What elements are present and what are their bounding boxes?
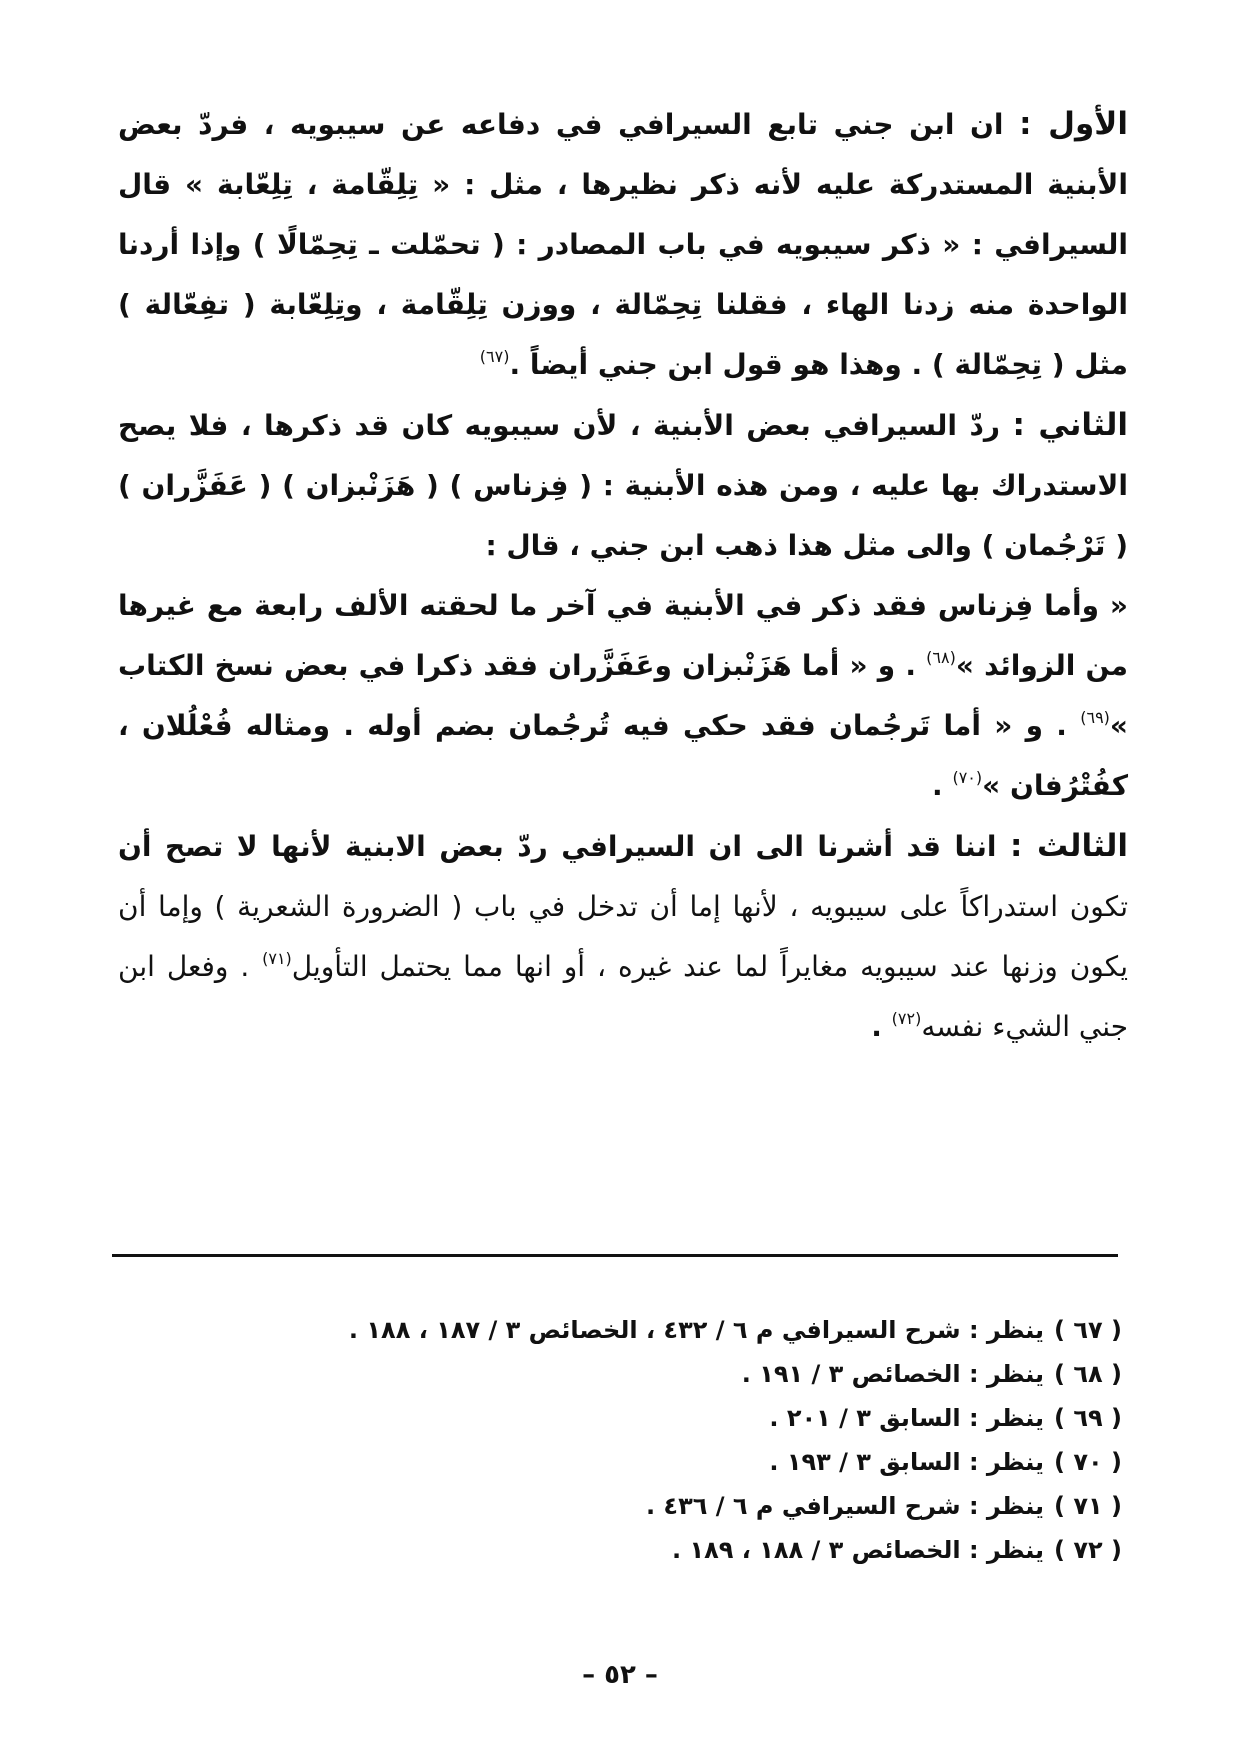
footnote-ref: (٧٠) xyxy=(952,768,983,787)
footnote-number: ( ٦٩ ) xyxy=(1054,1404,1122,1432)
main-text xyxy=(118,94,1128,1057)
footnote-item xyxy=(118,1528,1122,1572)
footnote-text: ينظر : السابق ٣ / ٢٠١ . xyxy=(769,1404,1045,1432)
paragraph-lead: الثالث : xyxy=(1010,828,1129,864)
footnote-number: ( ٧٠ ) xyxy=(1054,1448,1122,1476)
quote-end: . xyxy=(932,769,943,802)
paragraph-text: اننا قد أشرنا الى ان السيرافي ردّ بعض الابنية لأنها لا تصح أن xyxy=(118,830,997,863)
footnote-text: ينظر : السابق ٣ / ١٩٣ . xyxy=(769,1448,1045,1476)
quote-text: « وأما فِزناس فقد ذكر في الأبنية في آخر ما لحقته الألف رابعة مع غيرها من الزوائد » xyxy=(118,589,1128,682)
page-number: – ٥٢ – xyxy=(582,1660,658,1690)
paragraph-text: ردّ السيرافي بعض الأبنية ، لأن سيبويه كان قد ذكرها ، فلا يصح الاستدراك بها عليه ، ومن هذه الأبنية : ( فِزناس ) ( هَزَنْبزان ) ( عَفَزَّران ) ( تَرْجُمان ) والى مثل هذا ذهب ابن جني ، قال : xyxy=(118,409,1128,562)
footnote-text: ينظر : شرح السيرافي م ٦ / ٤٣٦ . xyxy=(645,1492,1045,1520)
footnote-item xyxy=(118,1308,1122,1352)
paragraph-second xyxy=(118,395,1128,576)
footnote-item xyxy=(118,1352,1122,1396)
paragraph-end: . xyxy=(871,1010,882,1043)
paragraph-third xyxy=(118,816,1128,1057)
footnote-number: ( ٦٨ ) xyxy=(1054,1360,1122,1388)
footnote-number: ( ٧١ ) xyxy=(1054,1492,1122,1520)
footnote-text: ينظر : الخصائص ٣ / ١٨٨ ، ١٨٩ . xyxy=(671,1536,1045,1564)
footnote-item xyxy=(118,1396,1122,1440)
footnote-divider xyxy=(112,1254,1118,1257)
footnote-text: ينظر : شرح السيرافي م ٦ / ٤٣٢ ، الخصائص ٣ / ١٨٧ ، ١٨٨ . xyxy=(348,1316,1045,1344)
paragraph-text: ان ابن جني تابع السيرافي في دفاعه عن سيبويه ، فردّ بعض الأبنية المستدركة عليه لأنه ذكر نظيرها ، مثل : « تِلِقّامة ، تِلِعّابة » قال السيرافي : « ذكر سيبويه في باب المصادر : ( تحمّلت ـ تِحِمّالًا ) وإذا أردنا الواحدة منه زدنا الهاء ، فقلنا تِحِمّالة ، ووزن تِلِقّامة ، وتِلِعّابة ( تفِعّالة ) مثل ( تِحِمّالة ) . وهذا هو قول ابن جني أيضاً . xyxy=(118,108,1128,381)
footnote-ref: (٧٢) xyxy=(891,1009,922,1028)
footnote-ref: (٦٩) xyxy=(1080,708,1110,727)
footnote-ref: (٦٧) xyxy=(479,347,510,366)
paragraph-quotes xyxy=(118,576,1128,816)
footnote-number: ( ٧٢ ) xyxy=(1054,1536,1122,1564)
footnote-ref: (٧١) xyxy=(262,949,292,968)
quote-text: . و « أما هَزَنْبزان وعَفَزَّران فقد ذكرا في بعض نسخ الكتاب » xyxy=(118,649,1128,742)
paragraph-first xyxy=(118,94,1128,395)
footnote-item xyxy=(118,1440,1122,1484)
footnotes xyxy=(118,1308,1122,1572)
footnote-item xyxy=(118,1484,1122,1528)
footnote-number: ( ٦٧ ) xyxy=(1054,1316,1122,1344)
paragraph-text: . وفعل ابن جني الشيء نفسه xyxy=(118,950,1128,1043)
paragraph-text: تكون استدراكاً على سيبويه ، لأنها إما أن تدخل في باب ( الضرورة الشعرية ) وإما أن يكون وزنها عند سيبويه مغايراً لما عند غيره ، أو انها مما يحتمل التأويل xyxy=(118,890,1129,983)
paragraph-lead: الأول : xyxy=(1019,106,1128,142)
footnote-ref: (٦٨) xyxy=(926,648,956,667)
quote-text: . و « أما تَرجُمان فقد حكي فيه تُرجُمان بضم أوله . ومثاله فُعْلُلان ، كفُتْرُفان » xyxy=(118,709,1128,802)
footnote-text: ينظر : الخصائص ٣ / ١٩١ . xyxy=(741,1360,1045,1388)
paragraph-lead: الثاني : xyxy=(1012,407,1128,443)
